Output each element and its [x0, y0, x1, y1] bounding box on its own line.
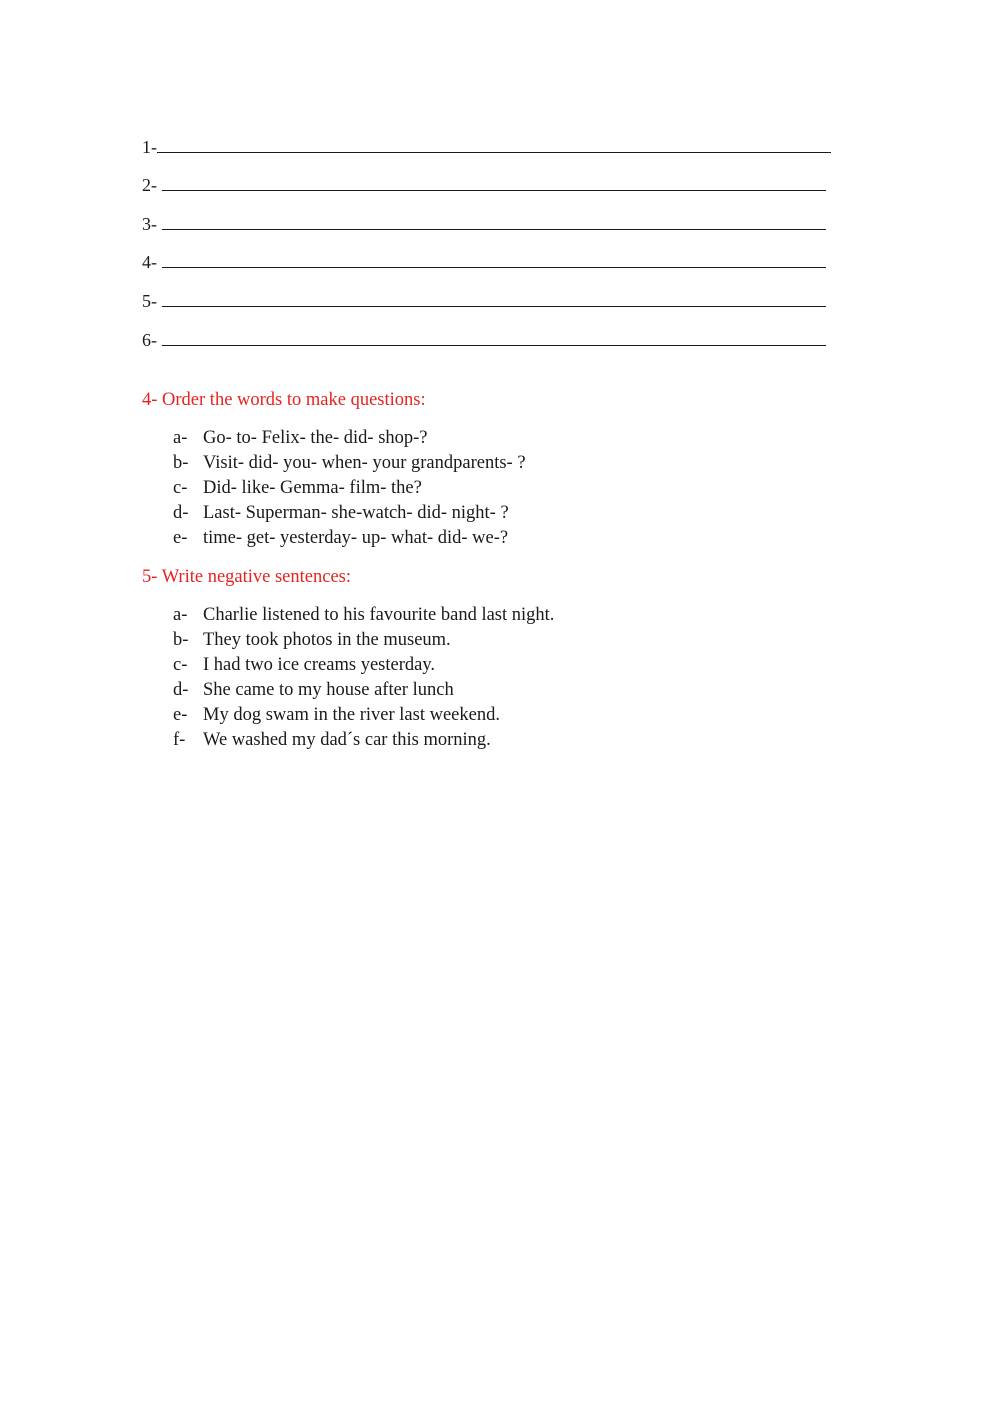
- item-text: We washed my dad´s car this morning.: [203, 730, 491, 750]
- list-item: [173, 451, 526, 476]
- item-marker: b-: [173, 453, 189, 473]
- list-item: [173, 628, 554, 653]
- list-item: [173, 703, 554, 728]
- list-item: [173, 603, 554, 628]
- item-text: Go- to- Felix- the- did- shop-?: [203, 428, 428, 448]
- item-text: Visit- did- you- when- your grandparents- ?: [203, 453, 526, 473]
- item-marker: e-: [173, 705, 188, 725]
- answer-line-2: [142, 157, 842, 196]
- item-text: She came to my house after lunch: [203, 680, 454, 700]
- item-marker: c-: [173, 478, 188, 498]
- item-marker: a-: [173, 605, 188, 625]
- answer-line-number: 3-: [142, 213, 162, 234]
- answer-blank: [162, 190, 826, 191]
- answer-blank: [162, 229, 826, 230]
- list-item: [173, 501, 526, 526]
- answer-line-number: 1-: [142, 136, 157, 157]
- list-item: [173, 653, 554, 678]
- item-marker: c-: [173, 655, 188, 675]
- answer-line-6: [142, 311, 842, 350]
- answer-line-number: 4-: [142, 252, 162, 273]
- item-marker: f-: [173, 730, 186, 750]
- list-item: [173, 426, 526, 451]
- answer-lines: [142, 118, 842, 350]
- list-item: [173, 526, 526, 551]
- section-5-list: [173, 603, 554, 753]
- list-item: [173, 476, 526, 501]
- item-marker: a-: [173, 428, 188, 448]
- item-marker: d-: [173, 503, 189, 523]
- section-4-list: [173, 426, 526, 551]
- answer-blank: [157, 152, 831, 153]
- answer-blank: [162, 345, 826, 346]
- answer-line-3: [142, 195, 842, 234]
- item-text: Did- like- Gemma- film- the?: [203, 478, 422, 498]
- item-marker: e-: [173, 528, 188, 548]
- item-text: Last- Superman- she-watch- did- night- ?: [203, 503, 509, 523]
- answer-line-number: 5-: [142, 290, 162, 311]
- section-5-heading: 5- Write negative sentences:: [142, 567, 352, 587]
- item-marker: d-: [173, 680, 189, 700]
- answer-line-5: [142, 272, 842, 311]
- item-text: Charlie listened to his favourite band last night.: [203, 605, 555, 625]
- item-text: time- get- yesterday- up- what- did- we-?: [203, 528, 509, 548]
- answer-line-number: 6-: [142, 329, 162, 350]
- answer-line-4: [142, 234, 842, 273]
- list-item: [173, 678, 554, 703]
- answer-blank: [162, 306, 826, 307]
- answer-line-number: 2-: [142, 175, 162, 196]
- section-4-heading: 4- Order the words to make questions:: [142, 390, 426, 410]
- answer-blank: [162, 267, 826, 268]
- item-text: My dog swam in the river last weekend.: [203, 705, 500, 725]
- item-text: I had two ice creams yesterday.: [203, 655, 435, 675]
- answer-line-1: [142, 118, 842, 157]
- item-marker: b-: [173, 630, 189, 650]
- list-item: [173, 728, 554, 753]
- item-text: They took photos in the museum.: [203, 630, 451, 650]
